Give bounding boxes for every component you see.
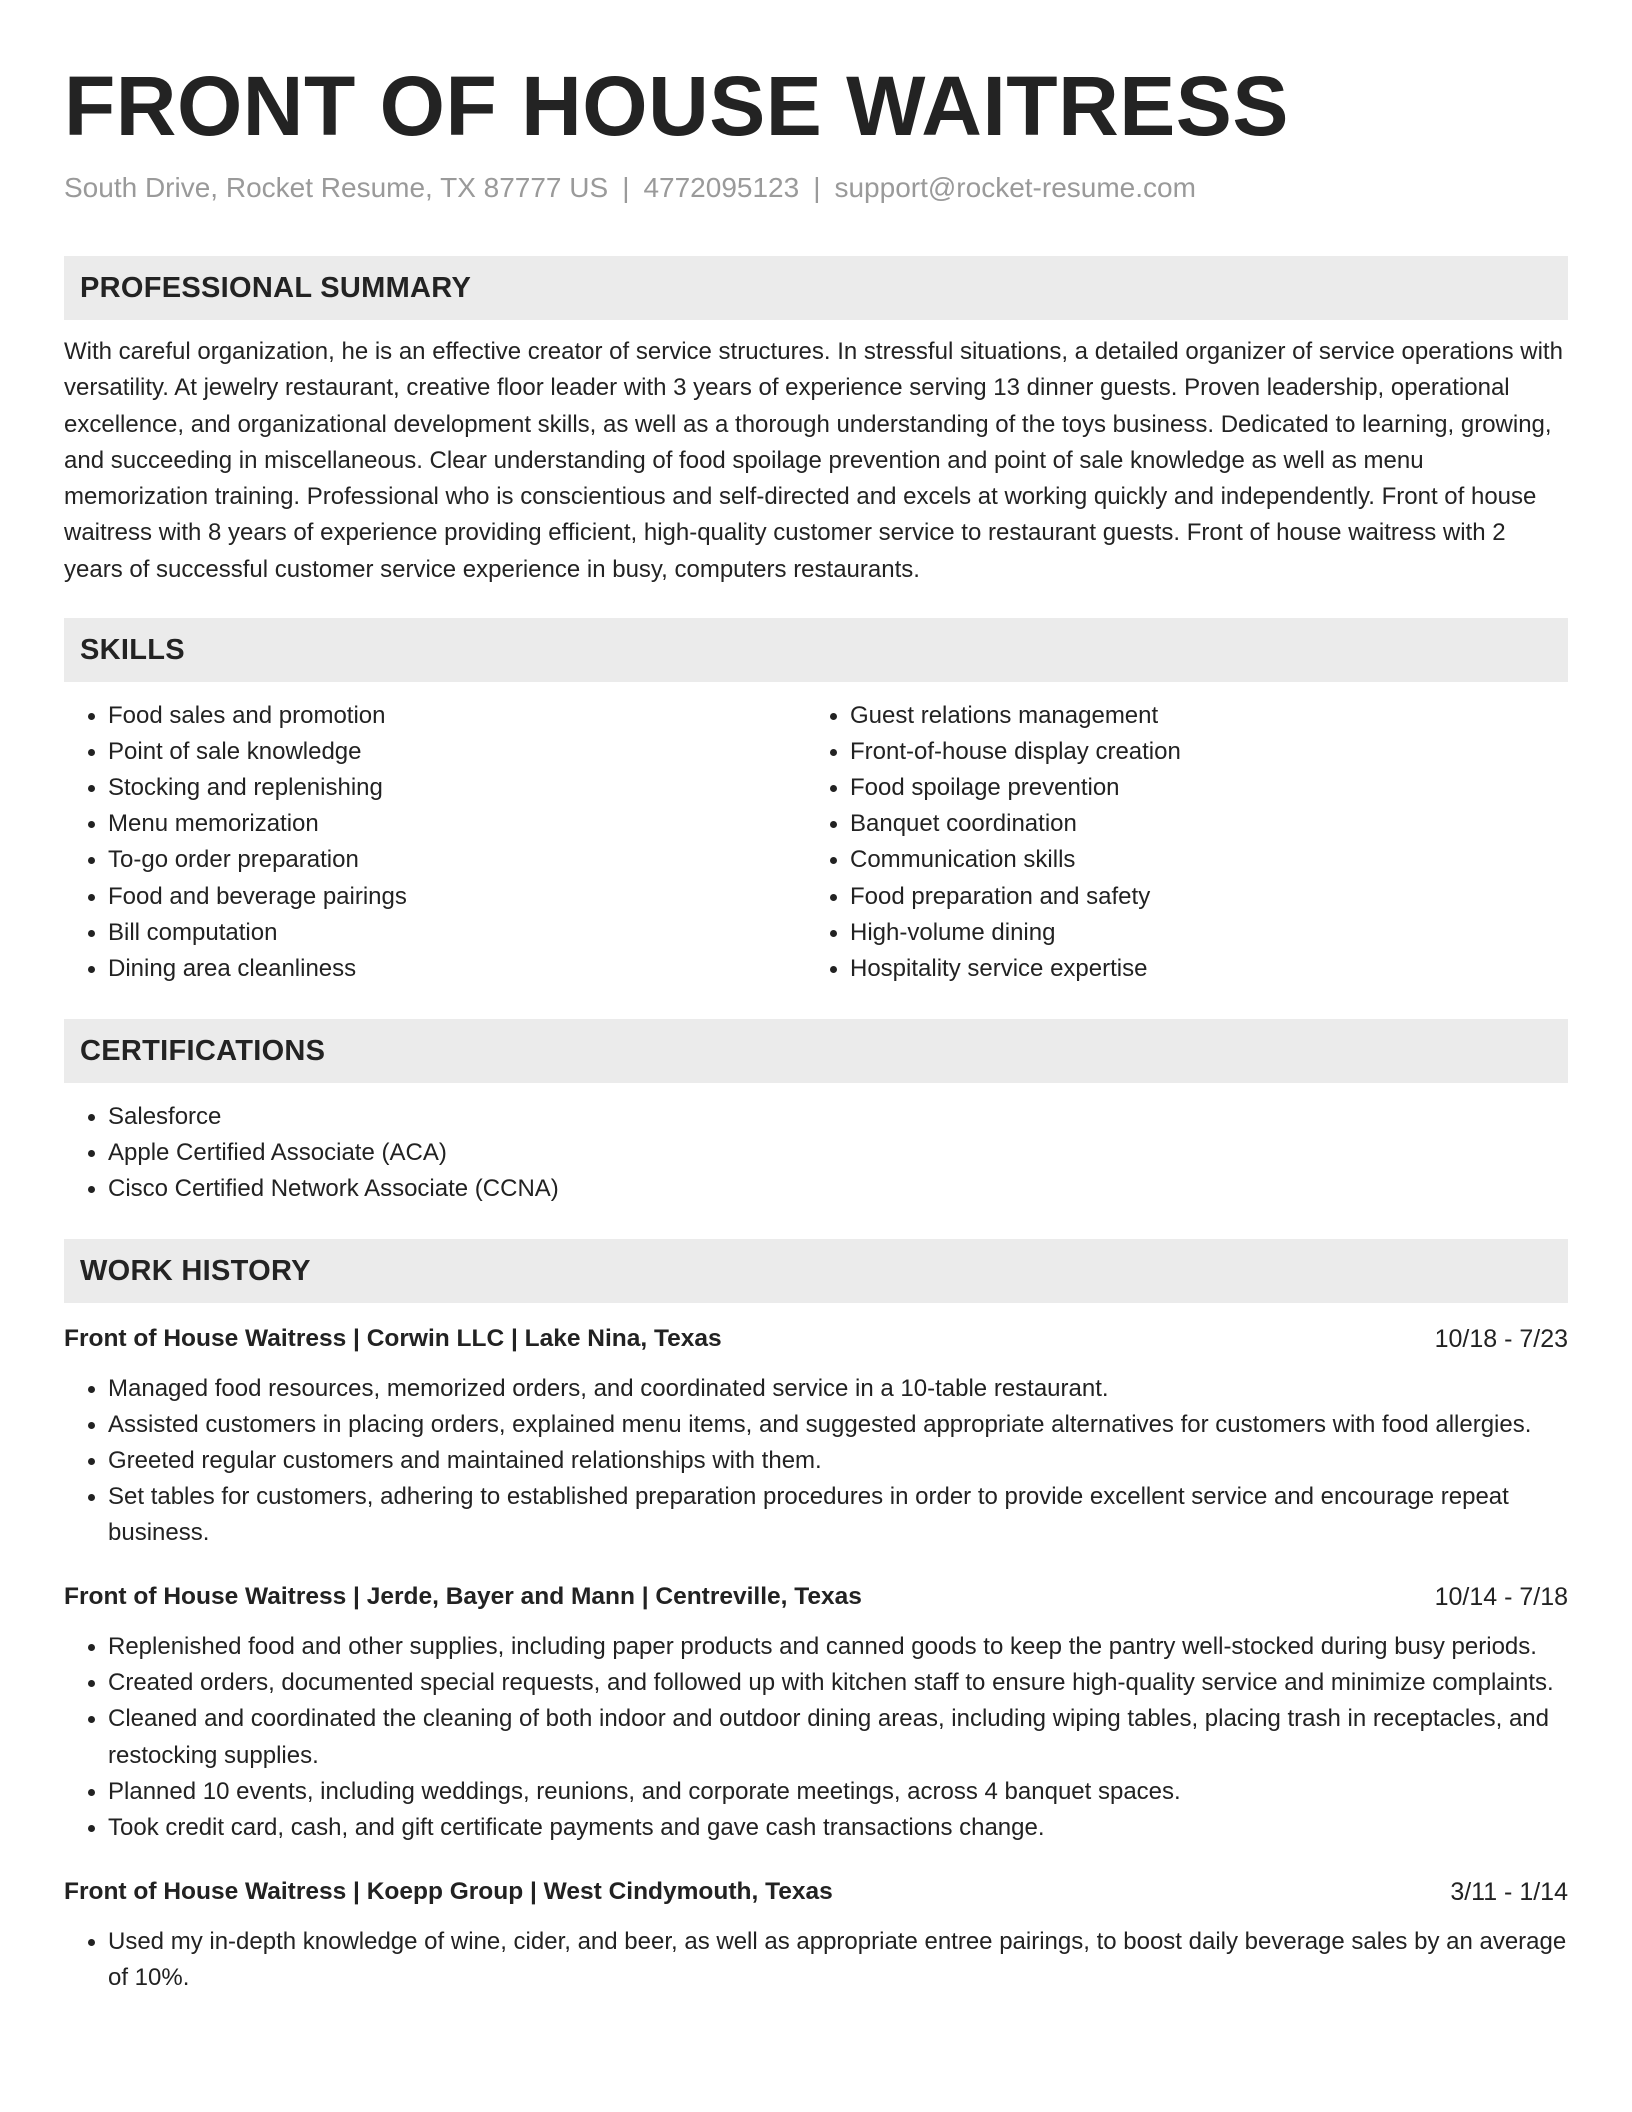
address: South Drive, Rocket Resume, TX 87777 US: [64, 172, 609, 203]
skill-item: • Dining area cleanliness: [108, 951, 806, 987]
skill-item: • To-go order preparation: [108, 842, 806, 878]
job-bullet: • Created orders, documented special requests, and followed up with kitchen staff to ensure high-quality service and minimize complaints.: [108, 1665, 1568, 1701]
skill-item: • Point of sale knowledge: [108, 734, 806, 770]
skill-item: • Banquet coordination: [850, 806, 1548, 842]
job-bullet: • Cleaned and coordinated the cleaning of both indoor and outdoor dining areas, including wiping tables, placing trash in receptacles, and restocking supplies.: [108, 1701, 1568, 1773]
contact-separator: |: [622, 172, 630, 203]
job-entry: [64, 1321, 1568, 1551]
email: support@rocket-resume.com: [834, 172, 1196, 203]
job-bullet: • Planned 10 events, including weddings, reunions, and corporate meetings, across 4 banquet spaces.: [108, 1774, 1568, 1810]
section-header-work-history: WORK HISTORY: [64, 1239, 1568, 1303]
certifications-list: [64, 1099, 1568, 1207]
skill-item: • Hospitality service expertise: [850, 951, 1548, 987]
job-dates: 10/14 - 7/18: [1434, 1583, 1568, 1612]
skills-list: [64, 698, 1568, 987]
job-dates: 3/11 - 1/14: [1450, 1877, 1568, 1906]
job-bullet: • Set tables for customers, adhering to established preparation procedures in order to provide excellent service and encourage repeat business.: [108, 1479, 1568, 1551]
job-title: Front of House Waitress | Koepp Group | West Cindymouth, Texas: [64, 1877, 833, 1905]
job-entry: [64, 1874, 1568, 1996]
job-header: [64, 1874, 1568, 1910]
skill-item: • Communication skills: [850, 842, 1548, 878]
skill-item: • Front-of-house display creation: [850, 734, 1548, 770]
job-title: Front of House Waitress | Corwin LLC | Lake Nina, Texas: [64, 1324, 722, 1352]
skill-item: • Food preparation and safety: [850, 879, 1548, 915]
job-entry: [64, 1579, 1568, 1846]
job-bullet: • Greeted regular customers and maintained relationships with them.: [108, 1443, 1568, 1479]
skill-item: • Menu memorization: [108, 806, 806, 842]
certification-item: • Salesforce: [108, 1099, 1568, 1135]
skills-column-left: [64, 698, 806, 987]
section-header-summary: PROFESSIONAL SUMMARY: [64, 256, 1568, 320]
job-bullets: [64, 1371, 1568, 1551]
skill-item: • High-volume dining: [850, 915, 1548, 951]
job-header: [64, 1321, 1568, 1357]
skill-item: • Bill computation: [108, 915, 806, 951]
section-header-certifications: CERTIFICATIONS: [64, 1019, 1568, 1083]
page-title: FRONT OF HOUSE WAITRESS: [64, 59, 1289, 153]
job-bullet: • Replenished food and other supplies, including paper products and canned goods to keep the pantry well-stocked during busy periods.: [108, 1629, 1568, 1665]
job-bullets: [64, 1629, 1568, 1846]
contact-separator: |: [813, 172, 821, 203]
summary-text: With careful organization, he is an effective creator of service structures. In stressful situations, a detailed organizer of service operations with versatility. At jewelry restaurant, creative floor leader with 3 years of experience serving 13 dinner guests. Proven leadership, operational excellence, and organizational development skills, as well as a thorough understanding of the toys business. Dedicated to learning, growing, and succeeding in miscellaneous. Clear understanding of food spoilage prevention and point of sale knowledge as well as menu memorization training. Professional who is conscientious and self-directed and excels at working quickly and independently. Front of house waitress with 8 years of experience providing efficient, high-quality customer service to restaurant guests. Front of house waitress with 2 years of successful customer service experience in busy, computers restaurants.: [64, 338, 1563, 583]
phone: 4772095123: [643, 172, 800, 203]
skills-column-right: [806, 698, 1548, 987]
job-bullet: • Assisted customers in placing orders, explained menu items, and suggested appropriate alternatives for customers with food allergies.: [108, 1407, 1568, 1443]
skill-item: • Guest relations management: [850, 698, 1548, 734]
job-title: Front of House Waitress | Jerde, Bayer and Mann | Centreville, Texas: [64, 1583, 862, 1611]
skill-item: • Food sales and promotion: [108, 698, 806, 734]
section-header-skills: SKILLS: [64, 618, 1568, 682]
skill-item: • Food and beverage pairings: [108, 879, 806, 915]
skill-item: • Stocking and replenishing: [108, 770, 806, 806]
job-header: [64, 1579, 1568, 1615]
job-dates: 10/18 - 7/23: [1434, 1324, 1568, 1353]
certification-item: • Apple Certified Associate (ACA): [108, 1135, 1568, 1171]
job-bullet: • Managed food resources, memorized orders, and coordinated service in a 10-table restaurant.: [108, 1371, 1568, 1407]
certification-item: • Cisco Certified Network Associate (CCNA): [108, 1171, 1568, 1207]
job-bullet: • Used my in-depth knowledge of wine, cider, and beer, as well as appropriate entree pairings, to boost daily beverage sales by an average of 10%.: [108, 1924, 1568, 1996]
job-bullet: • Took credit card, cash, and gift certificate payments and gave cash transactions change.: [108, 1810, 1568, 1846]
job-bullets: [64, 1924, 1568, 1996]
skill-item: • Food spoilage prevention: [850, 770, 1548, 806]
contact-line: [64, 170, 1568, 206]
